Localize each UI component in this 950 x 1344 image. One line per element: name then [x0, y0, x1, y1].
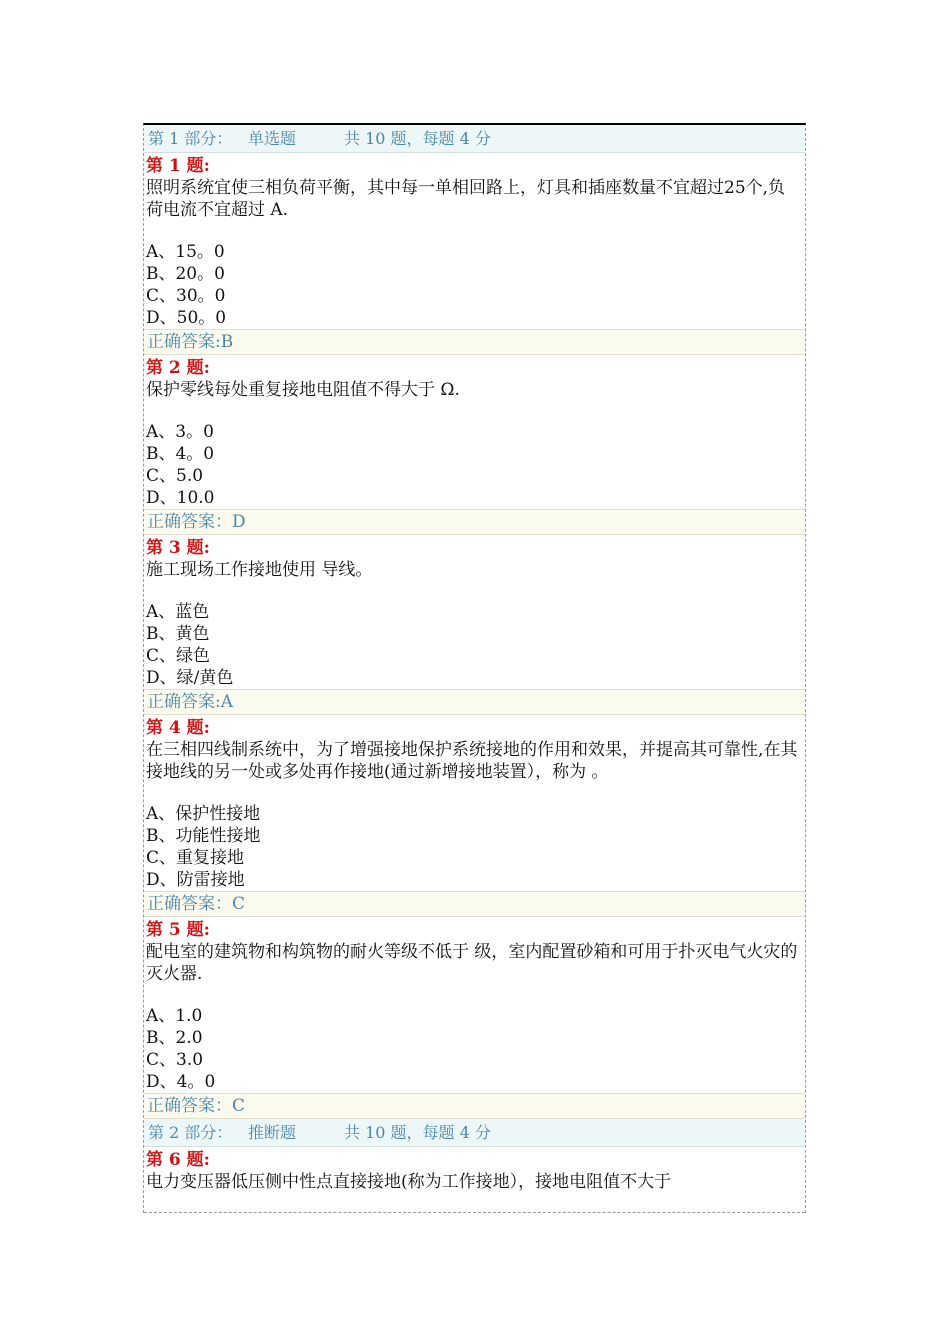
option-d: D、4。0	[146, 1072, 216, 1092]
section-type: 推断题	[248, 1123, 297, 1142]
question-text: 电力变压器低压侧中性点直接接地(称为工作接地），接地电阻值不大于	[146, 1172, 672, 1192]
option-a: A、蓝色	[146, 602, 210, 622]
question-title: 第 4 题:	[146, 718, 210, 738]
question-title: 第 6 题:	[146, 1150, 210, 1170]
section-info: 共 10 题，每题 4 分	[344, 129, 491, 148]
option-d: D、10.0	[146, 488, 215, 508]
option-d: D、绿/黄色	[146, 668, 234, 688]
section-part: 第 2 部分：	[148, 1123, 233, 1142]
question-block	[144, 1147, 805, 1193]
question-title: 第 1 题:	[146, 156, 210, 176]
option-d: D、50。0	[146, 308, 227, 328]
question-title: 第 5 题:	[146, 920, 210, 940]
question-text: 照明系统宜使三相负荷平衡，其中每一单相回路上，灯具和插座数量不宜超过25个,负荷电流不宜超过 A.	[146, 178, 786, 220]
question-block	[144, 535, 805, 689]
section-header	[144, 1119, 805, 1147]
option-a: A、3。0	[146, 422, 214, 442]
question-title: 第 3 题:	[146, 538, 210, 558]
correct-answer: 正确答案:A	[144, 689, 805, 715]
question-block	[144, 355, 805, 509]
question-text: 配电室的建筑物和构筑物的耐火等级不低于 级，室内配置砂箱和可用于扑灭电气火灾的灭火器.	[146, 942, 798, 984]
option-c: C、3.0	[146, 1050, 204, 1070]
correct-answer: 正确答案:B	[144, 329, 805, 355]
option-a: A、15。0	[146, 242, 225, 262]
option-d: D、防雷接地	[146, 870, 245, 890]
exam-sheet	[143, 123, 806, 1213]
option-c: C、绿色	[146, 646, 211, 666]
section-header	[144, 125, 805, 153]
question-text: 施工现场工作接地使用 导线。	[146, 560, 373, 580]
option-b: B、4。0	[146, 444, 215, 464]
question-block	[144, 917, 805, 1093]
option-a: A、保护性接地	[146, 804, 261, 824]
correct-answer: 正确答案：D	[144, 509, 805, 535]
option-b: B、黄色	[146, 624, 210, 644]
option-b: B、2.0	[146, 1028, 203, 1048]
option-b: B、20。0	[146, 264, 225, 284]
correct-answer: 正确答案：C	[144, 891, 805, 917]
option-c: C、重复接地	[146, 848, 245, 868]
section-part: 第 1 部分：	[148, 129, 233, 148]
option-a: A、1.0	[146, 1006, 203, 1026]
question-text: 在三相四线制系统中，为了增强接地保护系统接地的作用和效果，并提高其可靠性,在其接地线的另一处或多处再作接地(通过新增接地装置），称为 。	[146, 740, 798, 782]
option-c: C、30。0	[146, 286, 226, 306]
question-block	[144, 153, 805, 329]
option-b: B、功能性接地	[146, 826, 261, 846]
section-type: 单选题	[248, 129, 297, 148]
question-block	[144, 715, 805, 891]
question-title: 第 2 题:	[146, 358, 210, 378]
option-c: C、5.0	[146, 466, 204, 486]
section-info: 共 10 题，每题 4 分	[344, 1123, 491, 1142]
correct-answer: 正确答案：C	[144, 1093, 805, 1119]
question-text: 保护零线每处重复接地电阻值不得大于 Ω.	[146, 380, 460, 400]
